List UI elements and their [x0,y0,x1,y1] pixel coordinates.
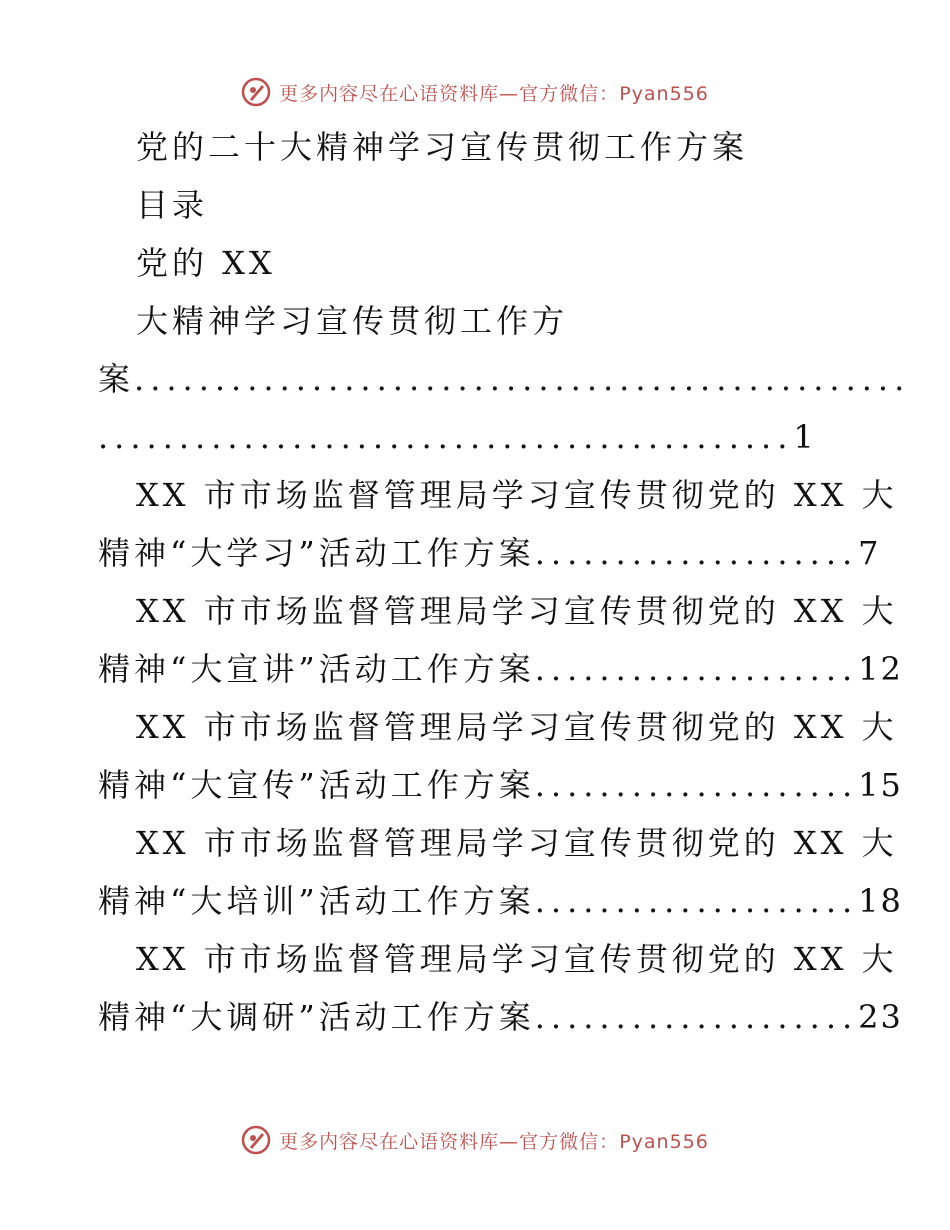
toc-entry-2-text: 精神“大学习”活动工作方案 [98,534,535,572]
toc-entry-5-line1: XX 市市场监督管理局学习宣传贯彻党的 XX 大 [136,824,898,862]
toc-entry-1-line1: 党的 XX [136,244,276,282]
toc-entry-1-line2: 大精神学习宣传贯彻工作方 [136,302,569,340]
toc-entry-3-line1: XX 市市场监督管理局学习宣传贯彻党的 XX 大 [136,592,898,630]
toc-entry-3-page: 12 [858,650,903,688]
toc-entry-3-text: 精神“大宣讲”活动工作方案 [98,650,535,688]
document-title: 党的二十大精神学习宣传贯彻工作方案 [136,128,749,166]
toc-entry-2-line1: XX 市市场监督管理局学习宣传贯彻党的 XX 大 [136,476,898,514]
toc-entry-1-line4 [98,408,858,466]
toc-entry-1-line3 [98,350,911,408]
toc-entry-4-dots: .................... [534,766,859,804]
toc-entry-1-dots2: ........................................... [98,418,794,456]
banner-official-text: 官方微信： [519,1130,620,1153]
toc-entry-6-line2 [98,988,903,1046]
toc-entry-4-page: 15 [858,766,903,804]
toc-entry-4-line1: XX 市市场监督管理局学习宣传贯彻党的 XX 大 [136,708,898,746]
toc-entry-2-line2 [98,524,881,582]
toc-entry-5-line2 [98,872,903,930]
toc-entry-4-text: 精神“大宣传”活动工作方案 [98,766,535,804]
banner-main-text: 更多内容尽在心语资料库 [279,1130,500,1153]
toc-entry-2-page: 7 [858,534,881,572]
footer-banner [0,1120,950,1160]
document-body [98,118,911,1046]
quill-logo-icon [241,77,271,107]
toc-entry-2-dots: .................... [534,534,859,572]
header-banner [0,72,950,112]
toc-entry-1-page: 1 [793,418,816,456]
toc-entry-5-text: 精神“大培训”活动工作方案 [98,882,535,920]
toc-entry-6-line1: XX 市市场监督管理局学习宣传贯彻党的 XX 大 [136,940,898,978]
banner-wechat-id: Pyan556 [619,1130,709,1153]
toc-entry-5-dots: .................... [534,882,859,920]
toc-entry-3-dots: .................... [534,650,859,688]
toc-entry-5-page: 18 [858,882,903,920]
quill-logo-icon [241,1125,271,1155]
banner-text [279,1127,709,1154]
banner-text [279,79,709,106]
toc-heading: 目录 [136,186,209,224]
banner-main-text: 更多内容尽在心语资料库 [279,82,500,105]
toc-entry-1-dots: ................................................ [134,360,911,398]
toc-entry-3-line2 [98,640,903,698]
toc-entry-6-page: 23 [858,998,903,1036]
toc-entry-6-text: 精神“大调研”活动工作方案 [98,998,535,1036]
banner-wechat-id: Pyan556 [619,82,709,105]
toc-entry-4-line2 [98,756,903,814]
toc-entry-1-text: 案 [98,360,135,398]
banner-dash: — [499,82,520,105]
banner-dash: — [499,1130,520,1153]
banner-official-text: 官方微信： [519,82,620,105]
toc-entry-6-dots: .................... [534,998,859,1036]
